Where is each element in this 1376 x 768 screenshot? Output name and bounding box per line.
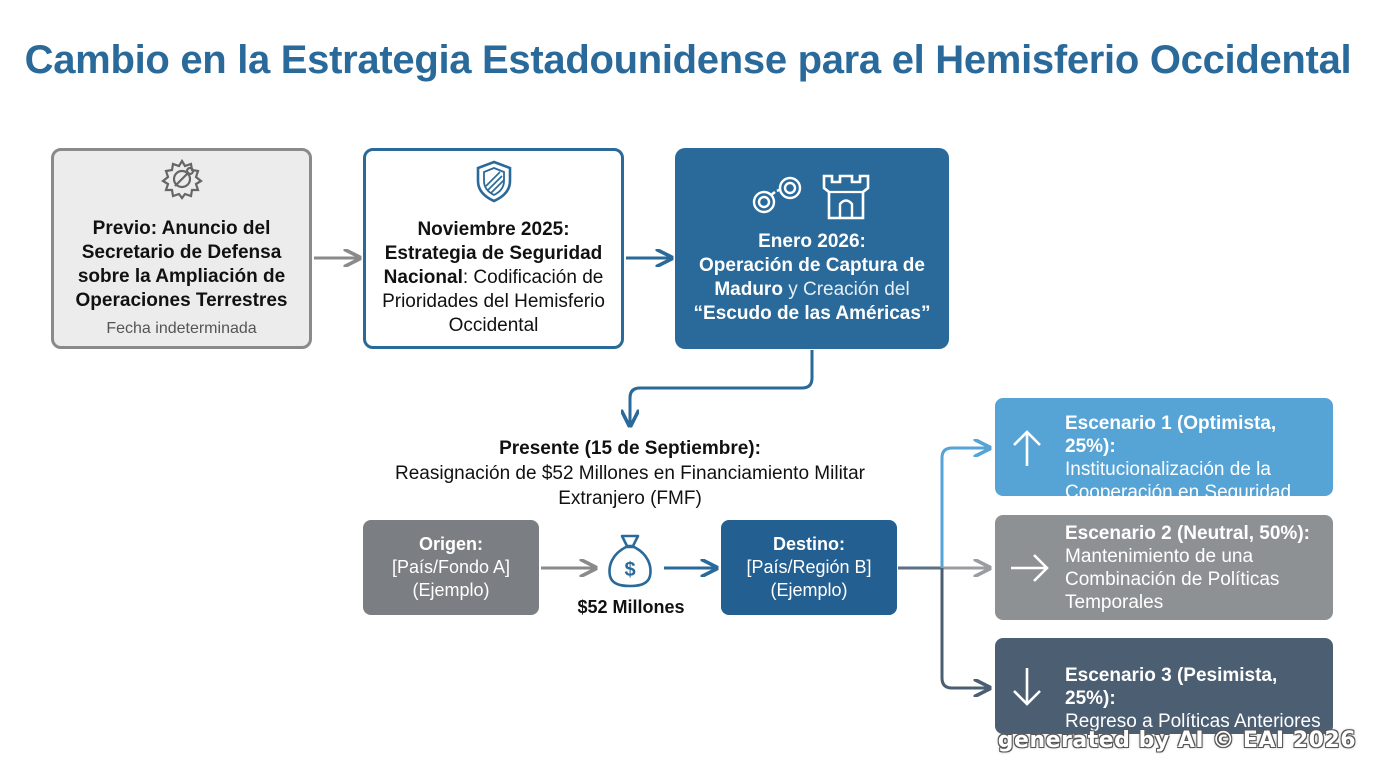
- scenario-2-title: Escenario 2 (Neutral, 50%):: [1065, 523, 1310, 544]
- arrow-branch-scenario-3: [942, 568, 988, 688]
- destination-box: [721, 520, 897, 615]
- scenario-2-text: Mantenimiento de una Combinación de Políticas Temporales: [1065, 546, 1280, 613]
- timeline-enero-shield: “Escudo de las Américas”: [693, 302, 931, 324]
- arrow-enero-presente: [630, 350, 812, 424]
- scenario-3-box: [995, 638, 1333, 734]
- present-section: [380, 436, 880, 511]
- origin-box: [363, 520, 539, 615]
- gear-wrench-icon: [159, 156, 205, 209]
- origin-label: Origen:: [418, 534, 483, 554]
- timeline-box-previo: [51, 148, 312, 349]
- scenario-1-box: [995, 398, 1333, 503]
- svg-text:$: $: [624, 559, 636, 581]
- handcuffs-icon: [751, 172, 805, 218]
- watermark: generated by AI © EAI 2026: [997, 728, 1356, 753]
- destination-line-1: [País/Región B]: [746, 557, 872, 577]
- destination-label: Destino:: [773, 534, 845, 554]
- castle-tower-icon: [819, 172, 873, 220]
- scenario-1-title: Escenario 1 (Optimista, 25%):: [1065, 413, 1277, 457]
- timeline-previo-date: Fecha indeterminada: [106, 320, 257, 337]
- arrow-right-icon: [1009, 551, 1051, 591]
- transfer-amount: $52 Millones: [577, 597, 685, 617]
- scenario-1-text: Institucionalización de la Cooperación en Seguridad: [1065, 459, 1292, 503]
- arrow-up-icon: [1009, 428, 1045, 474]
- destination-line-2: (Ejemplo): [770, 580, 848, 600]
- timeline-previo-title: Previo: Anuncio del Secretario de Defensa sobre la Ampliación de Operaciones Terrestres: [75, 218, 288, 311]
- timeline-box-noviembre: [363, 148, 624, 349]
- timeline-enero-connector: y Creación del: [782, 278, 910, 300]
- timeline-noviembre-title: Noviembre 2025: Estrategia de Seguridad Nacional: [383, 219, 603, 288]
- timeline-noviembre-desc: : Codificación de Prioridades del Hemisferio Occidental: [382, 267, 605, 336]
- page-title: Cambio en la Estrategia Estadounidense para el Hemisferio Occidental: [24, 38, 1352, 82]
- timeline-enero-date: Enero 2026:: [758, 230, 866, 252]
- money-bag-icon: [604, 532, 656, 593]
- arrow-down-icon: [1009, 666, 1045, 714]
- present-description: Reasignación de $52 Millones en Financiamiento Militar Extranjero (FMF): [395, 463, 865, 509]
- scenario-3-title: Escenario 3 (Pesimista, 25%):: [1065, 665, 1278, 709]
- shield-icon: [473, 159, 515, 210]
- timeline-enero-operation: Operación de Captura de Maduro: [699, 254, 925, 300]
- scenario-3-text: Regreso a Políticas Anteriores: [1065, 711, 1321, 732]
- origin-line-2: (Ejemplo): [412, 580, 490, 600]
- timeline-box-enero: [675, 148, 949, 349]
- present-title: Presente (15 de Septiembre):: [499, 438, 761, 459]
- arrow-branch-scenario-1: [942, 448, 988, 568]
- scenario-2-box: [995, 515, 1333, 620]
- origin-line-1: [País/Fondo A]: [391, 557, 511, 577]
